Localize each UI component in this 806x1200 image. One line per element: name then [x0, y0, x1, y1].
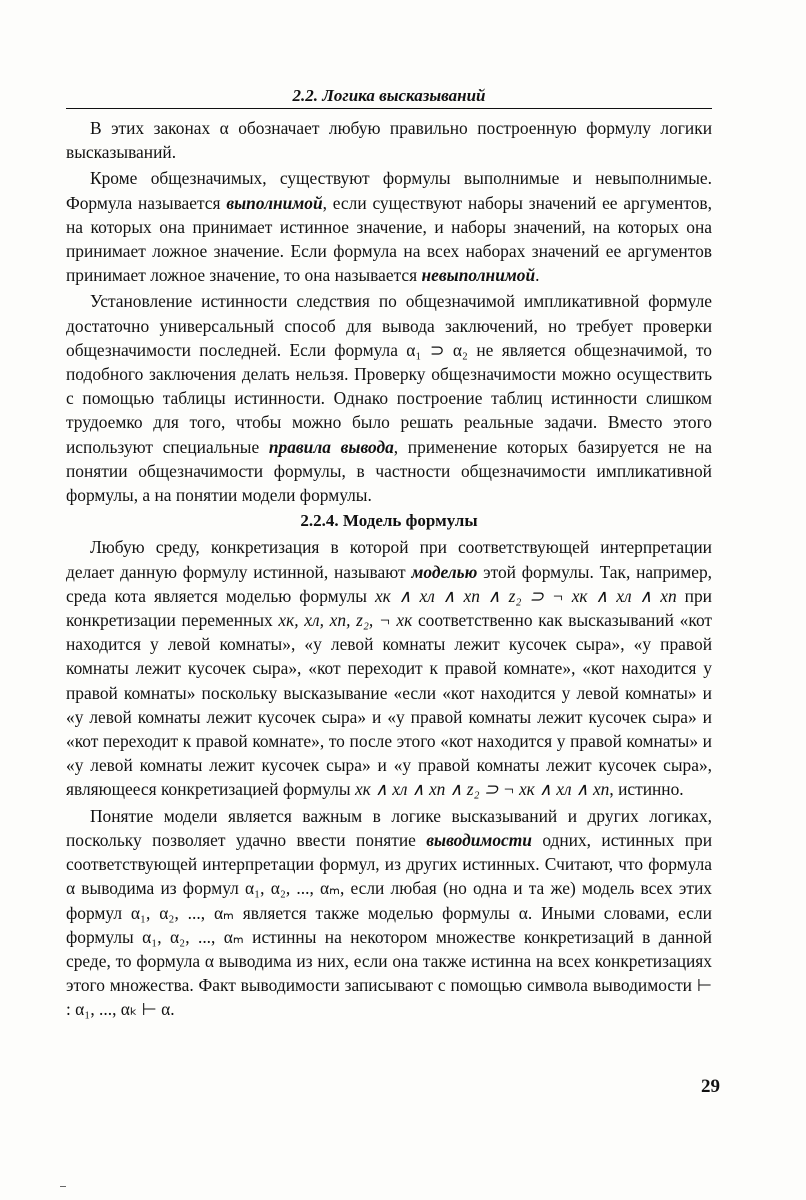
term-nevypolnimoy: невыполнимой — [421, 265, 536, 286]
term-modelyu: моделью — [411, 561, 478, 582]
page-number: 29 — [701, 1076, 720, 1097]
term-vyvodimosti: выводимости — [426, 829, 532, 850]
scan-edge-mark — [60, 1186, 66, 1187]
formula-2: xк ∧ xл ∧ xп ∧ z₂ ⊃ ¬ xк ∧ xл ∧ xп — [354, 779, 610, 800]
paragraph-1: В этих законах α обозначает любую правильно построенную формулу логики высказываний. — [66, 118, 712, 163]
section-title: 2.2.4. Модель формулы — [300, 511, 478, 531]
paragraph-5: Понятие модели является важным в логике высказываний и других логиках, поскольку позволяет удачно ввести понятие выводимости одних, истинных при соответствующей интерпретации формул, из других истинных. Считают, что формула α выводима из формул α₁, α₂, ..., αₘ, если любая (но одна и та же) модель всех этих формул α₁, α₂, ..., αₘ является также моделью формулы α. Иными словами, если формулы α₁, α₂, ..., αₘ истинны на некотором множестве конкретизаций в данной среде, то формула α выводима из них, если она также истинна на всех конкретизациях этого множества. Факт выводимости записывают с помощью символа выводимости ⊢ : α₁, ..., αₖ ⊢ α. — [66, 805, 713, 1020]
paragraph-2: Кроме общезначимых, существуют формулы выполнимые и невыполнимые. Формула называется выполнимой, если существуют наборы значений ее аргументов, на которых она принимает истинное значение, и наборы значений, на которых она принимает ложное значение. Если формула на всех наборах значений ее аргументов принимает ложное значение, то она называется невыполнимой. — [66, 168, 712, 286]
term-pravila-vyvoda: правила вывода — [268, 436, 394, 457]
paragraph-3: Установление истинности следствия по общезначимой импликативной формуле достаточно универсальный способ для вывода заключений, но требует проверки общезначимости последней. Если формула α₁ ⊃ α₂ не является общезначимой, то подобного заключения делать нельзя. Проверку общезначимости можно осуществить с помощью таблицы истинности. Однако построение таблиц истинности слишком трудоемко для того, чтобы можно было решать реальные задачи. Вместо этого используют специальные правила вывода, применение которых базируется не на понятии общезначимости формулы, в частности общезначимости импликативной формулы, а на понятии модели формулы. — [66, 291, 712, 506]
page-body — [66, 116, 712, 1024]
formula-1: xк ∧ xл ∧ xп ∧ z₂ ⊃ ¬ xк ∧ xл ∧ xп — [374, 585, 677, 606]
header-rule — [66, 108, 712, 109]
variables-list: xк, xл, xп, z₂, ¬ xк — [278, 610, 413, 631]
running-head: 2.2. Логика высказываний — [292, 86, 486, 105]
term-vypolnimoy: выполнимой — [226, 192, 323, 213]
paragraph-4: Любую среду, конкретизация в которой при соответствующей интерпретации делает данную формулу истинной, называют моделью этой формулы. Так, например, среда кота является моделью формулы xк ∧ xл ∧ xп ∧ z₂ ⊃ ¬ xк ∧ xл ∧ xп при конкретизации переменных xк, xл, xп, z₂, ¬ xк соответственно как высказываний «кот находится у левой комнаты», «у левой комнаты лежит кусочек сыра», «у правой комнаты лежит кусочек сыра», «кот переходит к правой комнате», «кот находится у правой комнаты» поскольку высказывание «если «кот находится у левой комнаты» и «у левой комнаты лежит кусочек сыра» и «у правой комнаты лежит кусочек сыра» и «кот переходит к правой комнате», то после этого «кот находится у правой комнаты» и «у левой комнаты лежит кусочек сыра» и «у правой комнаты лежит кусочек сыра», являющееся конкретизацией формулы xк ∧ xл ∧ xп ∧ z₂ ⊃ ¬ xк ∧ xл ∧ xп, истинно. — [66, 537, 713, 800]
